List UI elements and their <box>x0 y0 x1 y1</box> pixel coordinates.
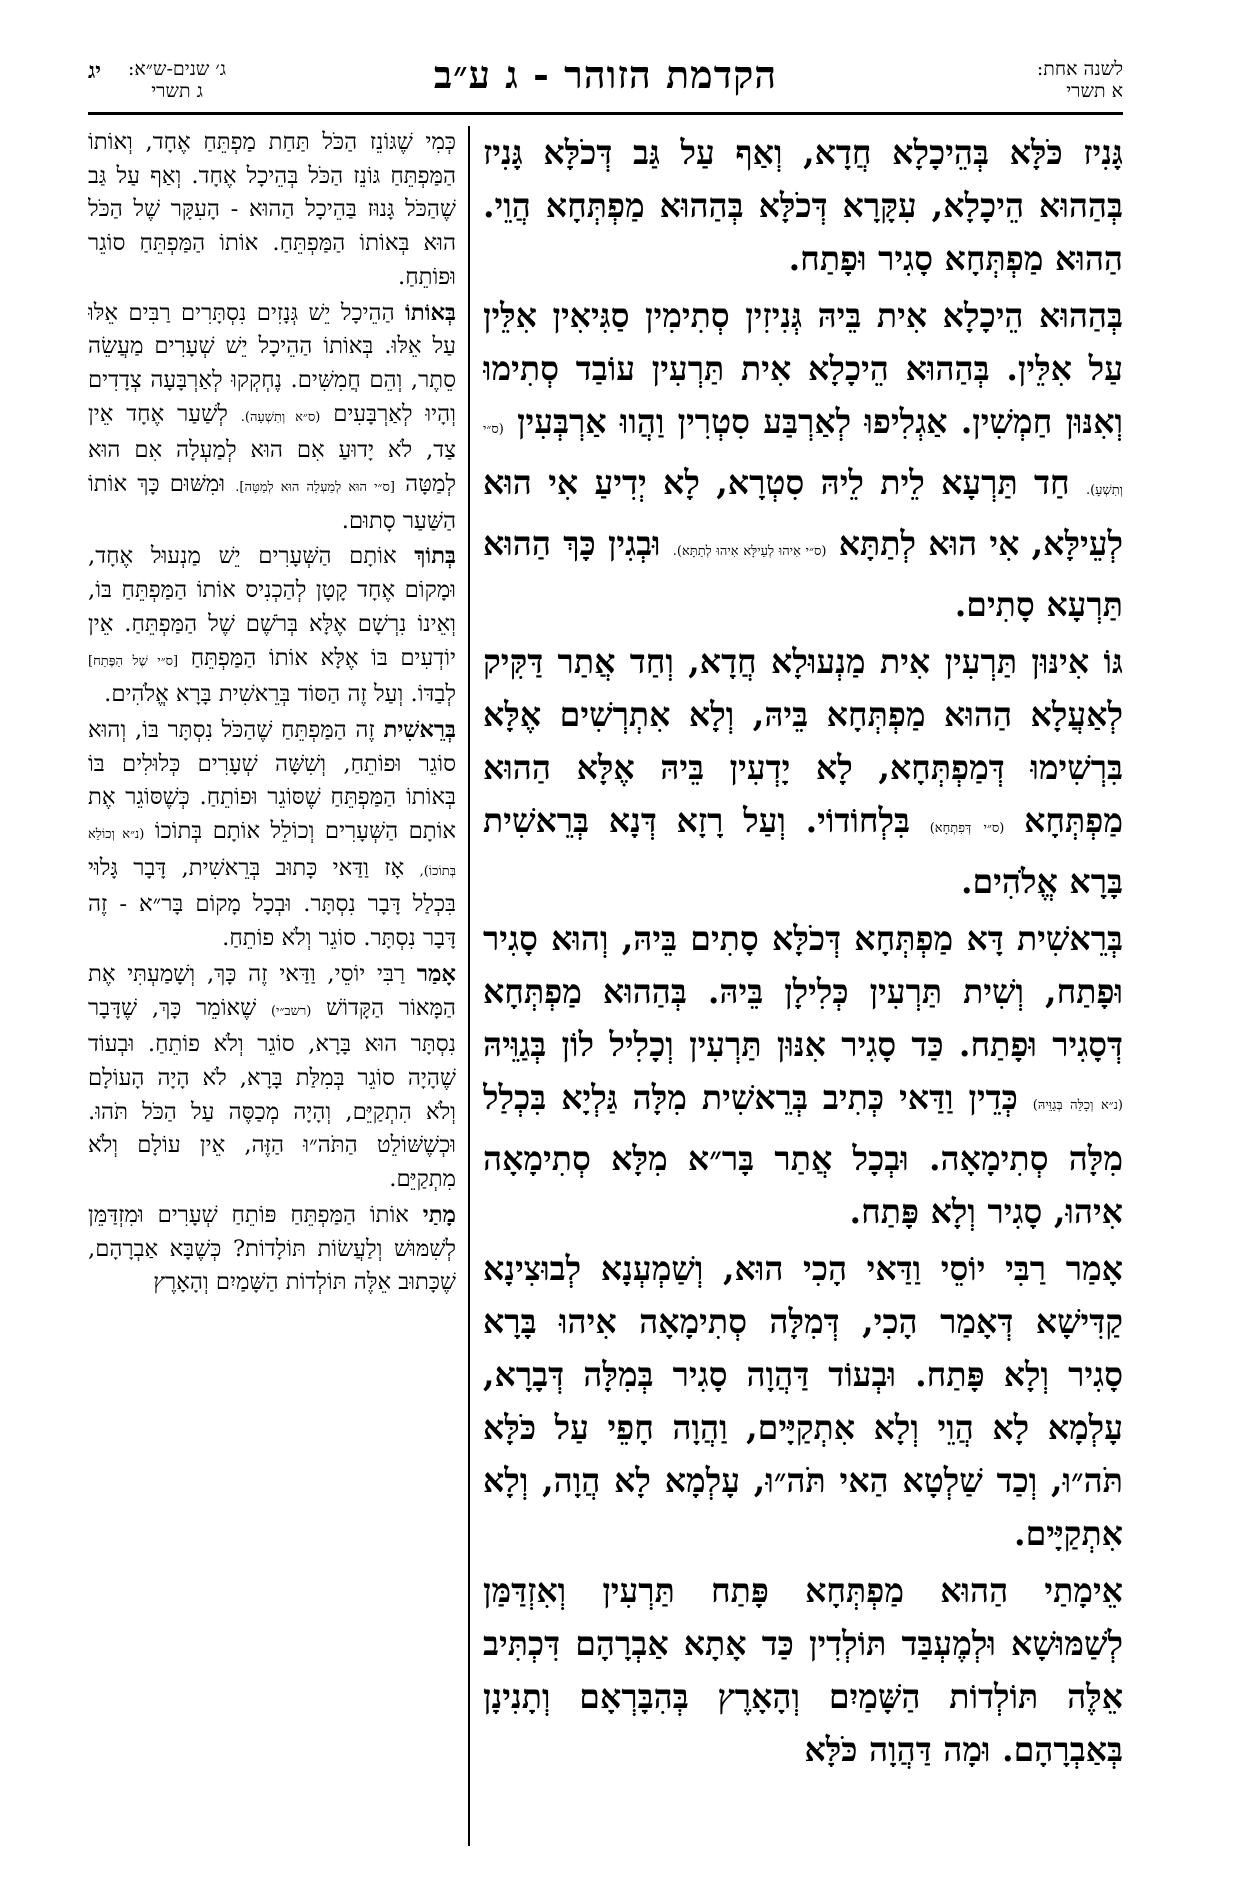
lead-word: בְּאוֹתוֹ <box>405 299 456 326</box>
page-number: יג <box>88 58 102 84</box>
variant-note: (נ״א וְכָלֵּה בְּגַוֵּיהּ) <box>1032 1098 1123 1113</box>
schedule-date: א תשרי <box>1066 80 1123 102</box>
lead-word: בְּתוֹךְ <box>414 543 456 570</box>
column-divider <box>468 126 470 1846</box>
main-paragraph: בְּהַהוּא הֵיכָלָא אִית בֵּיהּ גְּנִיזִין סְתִימִין סַגִּיאִין אִלֵּין עַל אִלֵּין. בְּהַהוּא הֵיכָלָא אִית תַּרְעִין עוֹבַד סְתִימוּ וְאִנּוּן חַמְשִׁין. אַגְלִיפוּ לְאַרְבַּע סִטְרִין וַהֲווּ אַרְבְּעִין (ס״י וְתִשְׁעָ). חַד תַּרְעָא לֵית לֵיהּ סִטְרָא, לָא יְדִיעַ אִי הוּא לְעֵילָּא, אִי הוּא לְתַתָּא (ס״י אִיהוּ לְעֵילָּא אִיהוּ לְתַתָּא). וּבְגִין כָּךְ הַהוּא תַּרְעָא סָתִים. <box>483 296 1123 624</box>
side-paragraph: בְּרֵאשִׁית זֶה הַמַּפְתֵּחַ שֶׁהַכֹּל נִסְתָּר בּוֹ, וְהוּא סוֹגֵר וּפוֹתֵחַ, וְשִׁשָּׁה שְׁעָרִים כְּלוּלִים בּוֹ בְּאוֹתוֹ הַמַּפְתֵּחַ שֶׁסּוֹגֵר וּפוֹתֵחַ. כְּשֶׁסּוֹגֵר אֶת אוֹתָם הַשְּׁעָרִים וְכוֹלֵל אוֹתָם בְּתוֹכוֹ (נ״א וְכוֹלֵא בְּתוֹכוֹ), אָז וַדַּאי כָּתוּב בְּרֵאשִׁית, דָּבָר גָּלוּי בִּכְלַל דָּבָר נִסְתָּר. וּבְכָל מָקוֹם בָּר״א - זֶה דָּבָר נִסְתָּר. סוֹגֵר וְלֹא פוֹתֵחַ. <box>88 716 456 952</box>
content-area <box>88 126 1123 1846</box>
side-paragraph: בְּאוֹתוֹ הַהֵיכָל יֵשׁ גְּנָזִים נִסְתָּרִים רַבִּים אֵלּוּ עַל אֵלּוּ. בְּאוֹתוֹ הַהֵיכָל יֵשׁ שְׁעָרִים מַעֲשֵׂה סֵתֶר, וְהֵם חֲמִשִּׁים. נֶחְקְקוּ לְאַרְבָּעָה צְדָדִים וְהָיוּ לְאַרְבָּעִים (ס״א וְתִשְׁעָה). לְשַׁעַר אֶחָד אֵין צַד, לֹא יָדוּעַ אִם הוּא לְמַעְלָה אִם הוּא לְמַטָּה [ס״י הוּא לְמַעְלָה הוּא לְמַטָּה]. וּמִשּׁוּם כָּךְ אוֹתוֹ הַשַּׁעַר סָתוּם. <box>88 299 456 534</box>
side-paragraph: בְּתוֹךְ אוֹתָם הַשְּׁעָרִים יֵשׁ מַנְעוּל אֶחָד, וּמָקוֹם אֶחָד קָטָן לְהַכְנִיס אוֹתוֹ הַמַּפְתֵּחַ בּוֹ, וְאֵינוֹ נִרְשָׁם אֶלָּא בְּרֹשֶׁם שֶׁל הַמַּפְתֵּחַ. אֵין יוֹדְעִים בּוֹ אֶלָּא אוֹתוֹ הַמַּפְתֵּחַ [ס״י שֶׁל הַפֶּתַח] לְבַדּוֹ. וְעַל זֶה הַסּוֹד בְּרֵאשִׁית בָּרָא אֱלֹהִים. <box>88 543 456 708</box>
aramaic-text-column <box>483 126 1123 1846</box>
hebrew-translation-column <box>88 126 456 1846</box>
variant-note: (ס״י וְתִשְׁעָ). <box>483 422 1123 498</box>
lead-word: אָמַר <box>416 960 456 987</box>
schedule-label: ג׳ שנים-ש״א: <box>128 58 227 80</box>
variant-note: (ס״י דְּפִתְחָא) <box>929 821 1005 836</box>
variant-note: [ס״י שֶׁל הַפֶּתַח] <box>88 653 179 669</box>
side-paragraph: מָתַי אוֹתוֹ הַמַּפְתֵּחַ פּוֹתֵחַ שְׁעָרִים וּמִזְדַּמֵּן לְשִׁמּוּשׁ וְלַעֲשׂוֹת תּוֹלָדוֹת? כְּשֶׁבָּא אַבְרָהָם, שֶׁכָּתוּב אֵלֶּה תּוֹלְדוֹת הַשָּׁמַיִם וְהָאָרֶץ <box>88 1201 456 1296</box>
page-header <box>88 48 1123 120</box>
schedule-label: לשנה אחת: <box>1036 58 1123 80</box>
main-paragraph: גּוֹ אִינּוּן תַּרְעִין אִית מַנְעוּלָא חֲדָא, וְחַד אֲתַר דַּקִּיק לְאַעֲלָא הַהוּא מַפְתְּחָא בֵּיהּ, וְלָא אִתְרְשִׁים אֶלָּא בִּרְשִׁימוּ דְּמַפְתְּחָא, לָא יָדְעִין בֵּיהּ אֶלָּא הַהוּא מַפְתְּחָא (ס״י דְּפִתְחָא) בִּלְחוֹדוֹי. וְעַל רָזָא דְּנָא בְּרֵאשִׁית בָּרָא אֱלֹהִים. <box>483 642 1123 901</box>
variant-note: (נ״א וְכוֹלֵא בְּתוֹכוֹ), <box>88 827 456 879</box>
lead-word: בְּרֵאשִׁית <box>383 716 456 743</box>
variant-note: (רשב״י) <box>270 1003 312 1019</box>
main-paragraph: גָּנִיז כֹּלָּא בְּהֵיכָלָא חֲדָא, וְאַף עַל גַּב דְּכֹלָּא גָּנִיז בְּהַהוּא הֵיכָלָא, עִקָּרָא דְּכֹלָּא בְּהַהוּא מַפְתְּחָא הֲוֵי. הַהוּא מַפְתְּחָא סָגִיר וּפָתַח. <box>483 133 1123 278</box>
main-paragraph: אָמַר רַבִּי יוֹסֵי וַדַּאי הָכִי הוּא, וְשַׁמְעְנָא לְבוּצִינָא קַדִּישָׁא דְּאָמַר הָכִי, דְּמִלָּה סְתִימָאָה אִיהוּ בָּרָא סָגִיר וְלָא פָּתַח. וּבְעוֹד דַּהֲוָה סָגִיר בְּמִלָּה דְּבָרָא, עָלְמָא לָא הֲוֵי וְלָא אִתְקַיָּים, וַהֲוָה חָפֵי עַל כֹּלָּא תֹּה״וּ, וְכַד שַׁלְטָא הַאי תֹּה״וּ, עָלְמָא לָא הֲוָה, וְלָא אִתְקַיָּים. <box>483 1249 1123 1553</box>
main-paragraph: בְּרֵאשִׁית דָּא מַפְתְּחָא דְּכֹלָּא סָתִים בֵּיהּ, וְהוּא סָגִיר וּפָתַח, וְשִׁית תַּרְעִין כְּלִילָן בֵּיהּ. בְּהַהוּא מַפְתְּחָא דְּסָגִיר וּפָתַח. כַּד סָגִיר אִנּוּן תַּרְעִין וְכָלִיל לוֹן בְּגַוֵּיהּ (נ״א וְכָלֵּה בְּגַוֵּיהּ) כְּדֵין וַדַּאי כְּתִיב בְּרֵאשִׁית מִלָּה גַּלְיָא בִּכְלַל מִלָּה סְתִימָאָה. וּבְכָל אֲתַר בָּר״א מִלָּא סְתִימָאָה אִיהוּ, סָגִיר וְלָא פָּתַח. <box>483 919 1123 1231</box>
schedule-date: ג תשרי <box>151 80 203 102</box>
reading-schedule-three-years <box>128 58 226 102</box>
header-rule <box>88 112 1123 115</box>
side-paragraph: כְּמִי שֶׁגּוֹנֵז הַכֹּל תַּחַת מַפְתֵּחַ אֶחָד, וְאוֹתוֹ הַמַּפְתֵּחַ גּוֹנֵז הַכֹּל בְּהֵיכָל אֶחָד. וְאַף עַל גַּב שֶׁהַכֹּל גָּנוּז בַּהֵיכָל הַהוּא - הָעִקָּר שֶׁל הַכֹּל הוּא בְּאוֹתוֹ הַמַּפְתֵּחַ. אוֹתוֹ הַמַּפְתֵּחַ סוֹגֵר וּפוֹתֵחַ. <box>88 129 456 290</box>
page-title: הקדמת הזוהר - ג ע״ב <box>433 52 778 97</box>
variant-note: [ס״י הוּא לְמַעְלָה הוּא לְמַטָּה]. <box>235 480 395 496</box>
lead-word: מָתַי <box>422 1201 456 1228</box>
side-paragraph: אָמַר רַבִּי יוֹסֵי, וַדַּאי זֶה כָּךְ, וְשָׁמַעְתִּי אֶת הַמָּאוֹר הַקָּדוֹשׁ (רשב״י) שֶׁאוֹמֵר כָּךְ, שֶׁדָּבָר נִסְתָּר הוּא בָּרָא, סוֹגֵר וְלֹא פוֹתֵחַ. וּבְעוֹד שֶׁהָיָה סוֹגֵר בְּמִלַּת בָּרָא, לֹא הָיָה הָעוֹלָם וְלֹא הִתְקַיֵּם, וְהָיָה מְכַסֶּה עַל הַכֹּל תֹּהוּ. וּכְשֶׁשּׁוֹלֵט הַתֹּה״וּ הַזֶּה, אֵין עוֹלָם וְלֹא מִתְקַיֵּם. <box>88 960 456 1193</box>
variant-note: (ס״י אִיהוּ לְעֵילָּא אִיהוּ לְתַתָּא). <box>672 544 827 559</box>
main-paragraph: אֵימָתַי הַהוּא מַפְתְּחָא פָּתַח תַּרְעִין וְאִזְדַּמַּן לְשַׁמּוּשָׁא וּלְמֶעְבַּד תּוֹלְדִין כַּד אָתָא אַבְרָהָם דִּכְתִּיב אֵלֶּה תּוֹלְדוֹת הַשָּׁמַיִם וְהָאָרֶץ בְּהִבָּרְאָם וְתָנִינָן בְּאַבְרָהָם. וּמָה דַּהֲוָה כֹּלָּא <box>483 1571 1123 1769</box>
variant-note: (ס״א וְתִשְׁעָה). <box>240 409 321 425</box>
